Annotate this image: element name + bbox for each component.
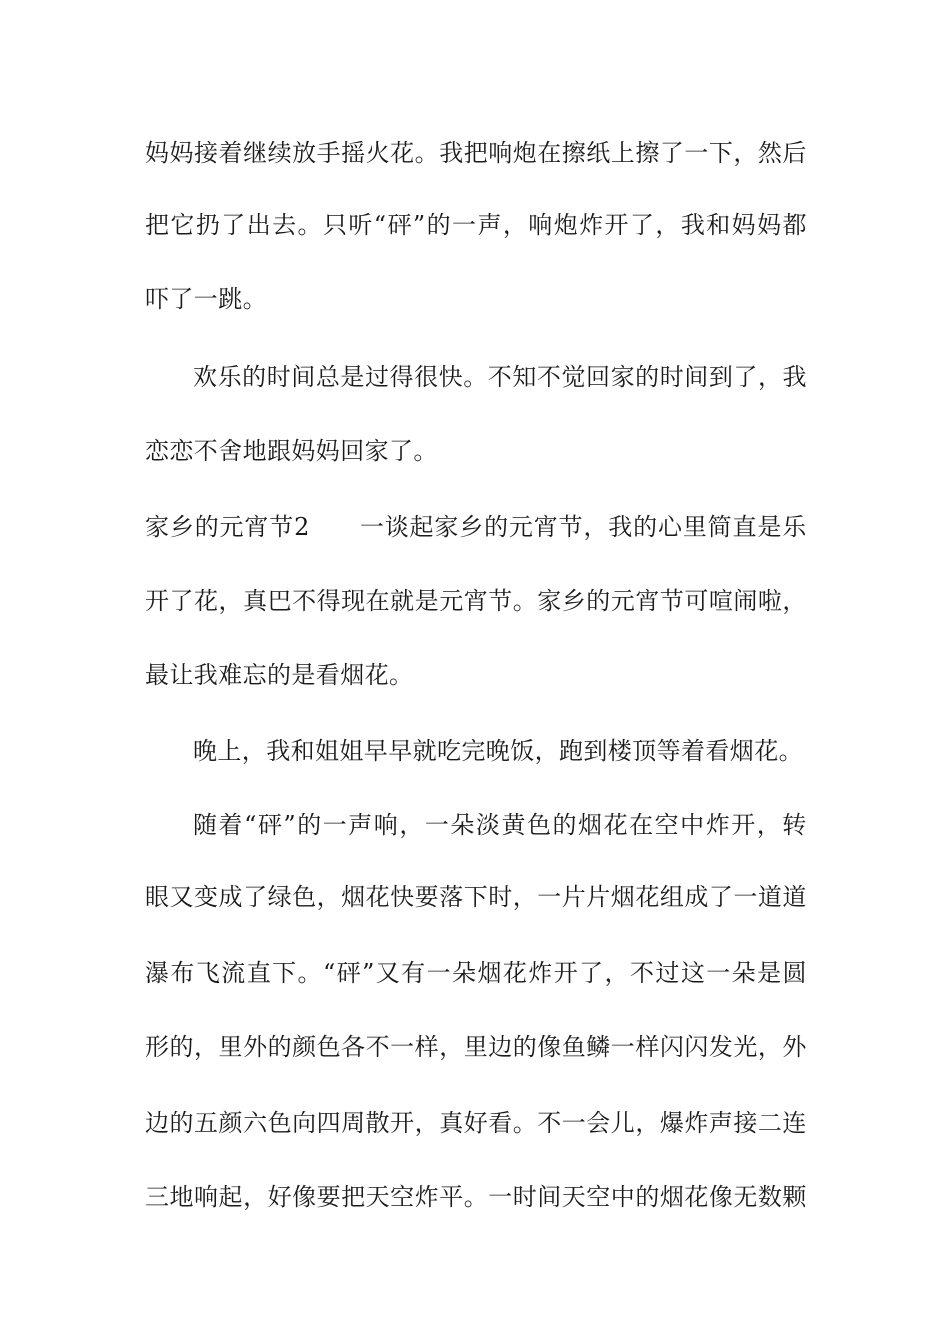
section-heading-line: 家 乡 的 元 宵 节 2 一 谈 起 家 乡 的 元 宵 节 ， 我 的 心 里 简 直 是 乐 bbox=[145, 513, 807, 541]
text-line: 把 它 扔 了 出 去 。 只 听 “ 砰 ” 的 一 声 ， 响 炮 炸 开 了 ， 我 和 妈 妈 都 bbox=[145, 211, 807, 239]
text-line: 吓了一跳。 bbox=[145, 285, 267, 313]
text-line: 开 了 花 ， 真 巴 不 得 现 在 就 是 元 宵 节 。 家 乡 的 元 宵 节 可 喧 闹 啦 ， bbox=[145, 587, 807, 615]
text-line: 眼 又 变 成 了 绿 色 ， 烟 花 快 要 落 下 时 ， 一 片 片 烟 花 组 成 了 一 道 道 bbox=[145, 883, 807, 911]
text-line: 最让我难忘的是看烟花。 bbox=[145, 661, 414, 689]
text-line: 恋恋不舍地跟妈妈回家了。 bbox=[145, 437, 438, 465]
text-line: 欢 乐 的 时 间 总 是 过 得 很 快 。 不 知 不 觉 回 家 的 时 间 到 了 ， 我 bbox=[193, 363, 807, 391]
text-line: 三 地 响 起 ， 好 像 要 把 天 空 炸 平 。 一 时 间 天 空 中 的 烟 花 像 无 数 颗 bbox=[145, 1183, 807, 1211]
text-line: 随 着 “ 砰 ” 的 一 声 响 ， 一 朵 淡 黄 色 的 烟 花 在 空 中 炸 开 ， 转 bbox=[193, 811, 807, 839]
text-line: 边 的 五 颜 六 色 向 四 周 散 开 ， 真 好 看 。 不 一 会 儿 ， 爆 炸 声 接 二 连 bbox=[145, 1109, 807, 1137]
text-line: 形 的 ， 里 外 的 颜 色 各 不 一 样 ， 里 边 的 像 鱼 鳞 一 样 闪 闪 发 光 ， 外 bbox=[145, 1033, 807, 1061]
text-line: 妈 妈 接 着 继 续 放 手 摇 火 花 。 我 把 响 炮 在 擦 纸 上 擦 了 一 下 ， 然 后 bbox=[145, 139, 807, 167]
text-line: 瀑 布 飞 流 直 下 。 “ 砰 ” 又 有 一 朵 烟 花 炸 开 了 ， 不 过 这 一 朵 是 圆 bbox=[145, 959, 807, 987]
text-line: 晚上，我和姐姐早早就吃完晚饭，跑到楼顶等着看烟花。 bbox=[193, 737, 803, 765]
